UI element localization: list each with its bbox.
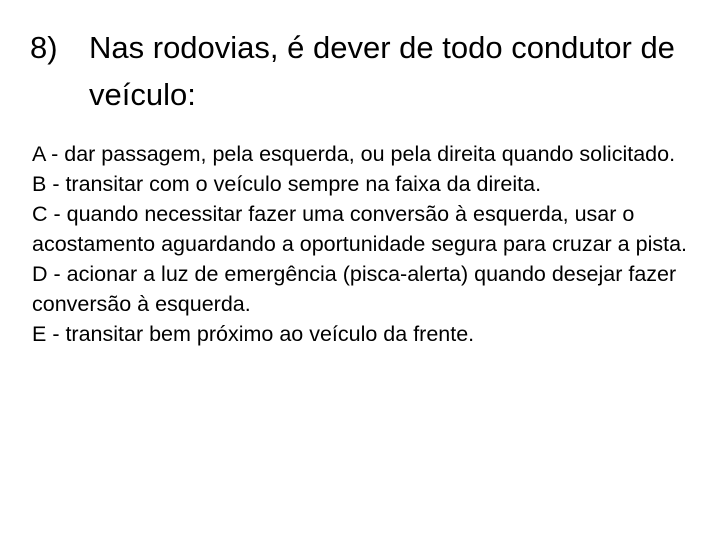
- option-b: B - transitar com o veículo sempre na faixa da direita.: [32, 172, 542, 196]
- question-title: [30, 24, 690, 118]
- option-d: D - acionar a luz de emergência (pisca-alerta) quando desejar fazer conversão à esquerda.: [32, 262, 677, 316]
- option-a: A - dar passagem, pela esquerda, ou pela direita quando solicitado.: [32, 142, 676, 166]
- option-e: E - transitar bem próximo ao veículo da frente.: [32, 322, 475, 346]
- answer-options: [32, 139, 692, 349]
- question-number: 8): [30, 30, 58, 65]
- question-text: Nas rodovias, é dever de todo condutor de veículo:: [89, 30, 675, 112]
- option-c: C - quando necessitar fazer uma conversão à esquerda, usar o acostamento aguardando a oportunidade segura para cruzar a pista.: [32, 202, 687, 256]
